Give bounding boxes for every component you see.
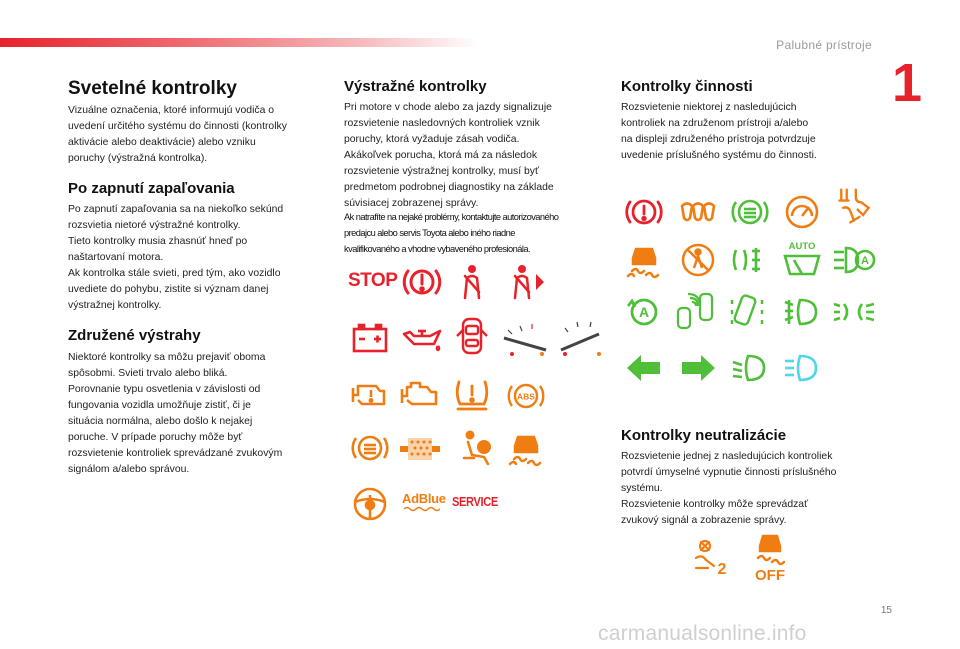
airbag-icon <box>454 428 494 468</box>
warning-text: Pri motore v chode alebo za jazdy signalizuje rozsvietenie nasledovných kontroliek vznik poruchy, ktorá vyžaduje zásah vodiča. Akákoľvek porucha, ktorá má za následok rozsvietenie výstražnej kontrolky, musí byť predmetom podrobnej diagnostiky na základe súvisiacej zobrazenej správy. <box>344 102 554 209</box>
oil-pressure-icon <box>402 318 442 358</box>
chapter-number: 1 <box>891 53 922 113</box>
deactivation-heading: Kontrolky neutralizácie <box>621 427 787 444</box>
engine-warning-icon <box>350 374 390 414</box>
two-label: 2 <box>717 561 727 578</box>
airbag-off-icon <box>694 538 728 576</box>
fog-lamp-front-icon <box>782 292 822 332</box>
warning-heading: Výstražné kontrolky <box>344 78 487 95</box>
main-beam-icon <box>782 348 822 388</box>
a-label: A <box>861 255 869 267</box>
page-number: 15 <box>880 605 892 616</box>
turn-left-icon <box>624 348 664 388</box>
combined-heading: Združené výstrahy <box>68 327 201 344</box>
brake-pedal-icon <box>834 186 874 226</box>
abs-icon <box>506 376 546 416</box>
stop-icon: STOP <box>348 270 398 291</box>
power-steering-icon <box>350 484 390 524</box>
seatbelt-icon <box>452 262 492 302</box>
traction-control-icon <box>624 240 664 280</box>
dealer-note: Ak natrafíte na nejaké problémy, kontaktujte autorizovaného predajcu alebo servis Toyota alebo iného riadne kvalifikovaného a vhodne vybaveného profesionála. <box>344 212 559 254</box>
intro-text: Vizuálne označenia, ktoré informujú vodiča o uvedení určitého systému do činnosti (kontrolky aktivácie alebo deaktivácie) alebo vzniku poruchy (výstražná kontrolka). <box>68 105 287 164</box>
watermark: carmanualsonline.info <box>598 622 807 645</box>
service-icon: SERVICE <box>452 494 498 509</box>
dipped-beam-icon <box>730 348 770 388</box>
lane-departure-icon <box>728 290 768 330</box>
tyre-pressure-icon <box>452 374 492 414</box>
adblue-icon: AdBlue <box>402 491 446 506</box>
ignition-heading: Po zapnutí zapaľovania <box>68 180 235 197</box>
page-title: Svetelné kontrolky <box>68 78 237 99</box>
adblue-wave-icon <box>404 506 440 512</box>
abs-label: ABS <box>517 391 535 402</box>
coolant-gauge-icon <box>500 316 550 356</box>
pedestrian-alert-off-icon <box>678 240 718 280</box>
stability-control-icon <box>506 428 546 468</box>
deactivation-text: Rozsvietenie jednej z nasledujúcich kontroliek potvrdí úmyselné vypnutie činnosti príslušného systému. Rozsvietenie kontrolky môže sprevádzať zvukový signál a zobrazenie správy. <box>621 451 837 526</box>
turn-right-icon <box>678 348 718 388</box>
a-label-2: A <box>638 304 650 320</box>
combined-text: Niektoré kontrolky sa môžu prejaviť oboma spôsobmi. Svieti trvalo alebo bliká. Porovnanie typu osvetlenia v závislosti od fungovania vozidla umožňuje zistiť, či je situácia normálna, alebo došlo k nejakej poruche. V prípade poruchy môže byť rozsvietenie kontroliek sprevádzané zvukovým signálom a/alebo správou. <box>68 352 283 475</box>
sidelights-icon <box>832 292 876 332</box>
fog-lamp-rear-icon <box>730 240 770 280</box>
brake-assist-icon <box>350 428 390 468</box>
section-title: Palubné prístroje <box>776 38 872 52</box>
engine-check-icon <box>400 374 440 414</box>
speed-limiter-icon <box>782 192 822 232</box>
fuel-gauge-icon <box>555 316 605 356</box>
auto-label: AUTO <box>788 241 816 252</box>
header-bar <box>0 38 480 47</box>
glow-plug-icon <box>678 192 718 232</box>
auto-high-beam-icon <box>832 240 876 280</box>
stop-start-icon <box>624 292 664 332</box>
battery-icon <box>350 318 390 358</box>
door-open-icon <box>452 316 492 356</box>
cruise-control-icon <box>730 192 770 232</box>
seatbelt-passenger-icon <box>506 262 546 302</box>
off-label: OFF <box>755 567 785 584</box>
operation-heading: Kontrolky činnosti <box>621 78 753 95</box>
ignition-text: Po zapnutí zapaľovania sa na niekoľko sekúnd rozsvietia nietoré výstražné kontrolky. Tieto kontrolky musia zhasnúť hneď po naštartovaní motora. Ak kontrolka stále svieti, pred tým, ako vozidlo uvediete do pohybu, zistite si význam danej výstražnej kontrolky. <box>68 204 284 311</box>
auto-wipers-icon <box>780 240 824 280</box>
general-warning-icon <box>402 262 442 302</box>
operation-text: Rozsvietenie niektorej z nasledujúcich kontroliek na združenom prístroji a/alebo na displeji združeného prístroja potvrdzuje uvedenie príslušného systému do činnosti. <box>621 102 817 161</box>
particle-filter-icon <box>398 428 442 468</box>
blind-spot-icon <box>674 288 718 332</box>
stability-off-icon <box>752 530 788 582</box>
parking-brake-icon <box>624 192 664 232</box>
